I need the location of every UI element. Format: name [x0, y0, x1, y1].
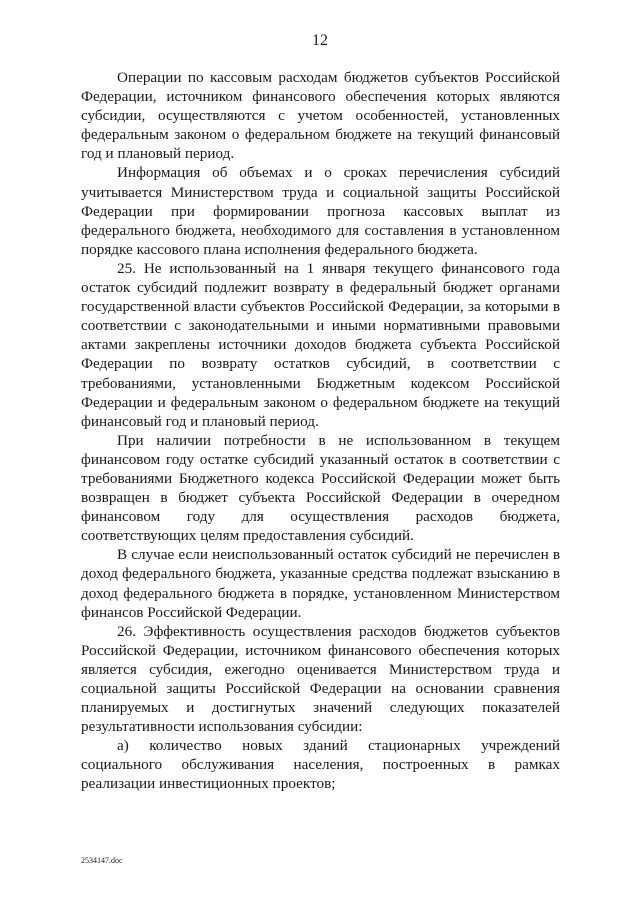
paragraph-clause-25: 25. Не использованный на 1 января текущего финансового года остаток субсидий подлежит возврату в федеральный бюджет органами государственной власти субъектов Российской Федерации, за которыми в соответствии с законодательными и иными нормативными правовыми актами закреплены источники доходов бюджета субъекта Российской Федерации по возврату остатков субсидий, в соответствии с требованиями, установленными Бюджетным кодексом Российской Федерации и федеральным законом о федеральном бюджете на текущий финансовый год и плановый период. [81, 259, 560, 430]
paragraph-vzyskanie-ostatka: В случае если неиспользованный остаток субсидий не перечислен в доход федерального бюджета, указанные средства подлежат взысканию в доход федерального бюджета в порядке, установленном Министерством финансов Российской Федерации. [81, 546, 560, 621]
paragraph-kassovye-raskhody: Операции по кассовым расходам бюджетов субъектов Российской Федерации, источником финансового обеспечения которых являются субсидии, осуществляются с учетом особенностей, установленных федеральным законом о федеральном бюджете на текущий финансовый год и плановый период. [81, 69, 560, 163]
paragraph-clause-26: 26. Эффективность осуществления расходов бюджетов субъектов Российской Федерации, источником финансового обеспечения которых является субсидия, ежегодно оценивается Министерством труда и социальной защиты Российской Федерации на основании сравнения планируемых и достигнутых значений следующих показателей результативности использования субсидии: [81, 622, 560, 736]
paragraph-nalichie-potrebnosti: При наличии потребности в не использованном в текущем финансовом году остатке субсидий указанный остаток в соответствии с требованиями Бюджетного кодекса Российской Федерации может быть возвращен в бюджет субъекта Российской Федерации в очередном финансовом году для осуществления расходов бюджета, соответствующих целям предоставления субсидий. [81, 431, 560, 545]
footer-filename: 2534147.doc [81, 856, 123, 865]
page-number: 12 [312, 32, 328, 49]
document-body [81, 68, 560, 794]
paragraph-item-a: а) количество новых зданий стационарных учреждений социального обслуживания населения, построенных в рамках реализации инвестиционных проектов; [81, 737, 560, 793]
paragraph-informatsiya-ob-obemakh: Информация об объемах и о сроках перечисления субсидий учитывается Министерством труда и социальной защиты Российской Федерации при формировании прогноза кассовых выплат из федерального бюджета, необходимого для составления в установленном порядке кассового плана исполнения федерального бюджета. [81, 164, 560, 258]
